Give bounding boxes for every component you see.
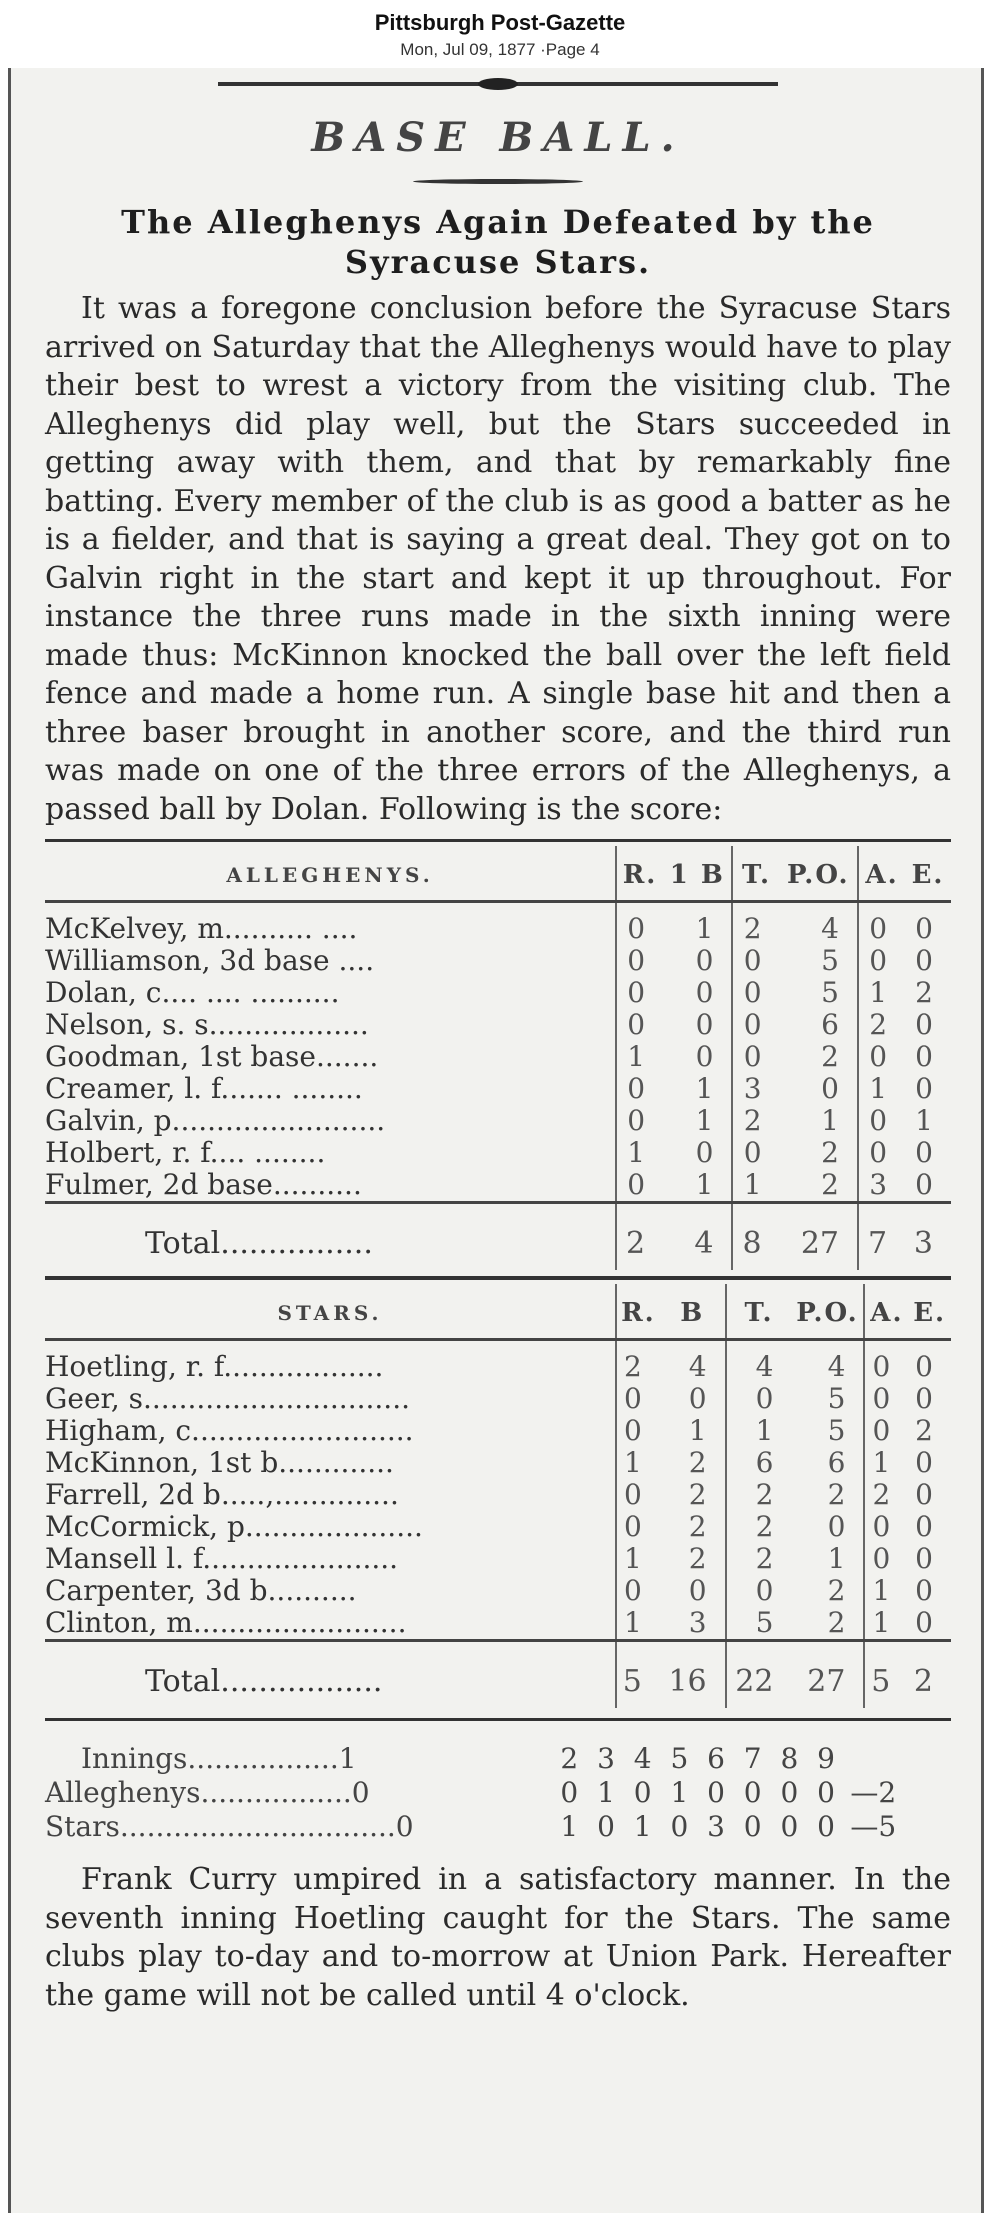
cell-errors: 0 [915, 1510, 933, 1543]
cell-total-bases: 0 [726, 1575, 792, 1607]
player-name: Dolan, c.... .... .......... [45, 977, 340, 1009]
col-header-base-hits: B [660, 1284, 726, 1340]
cell-put-outs: 4 [821, 912, 839, 945]
table-row [45, 1340, 951, 1384]
col-header-put-outs: P.O. [791, 1284, 864, 1340]
article-headline: BASE BALL. [311, 114, 685, 161]
cell-errors: 0 [915, 1478, 933, 1511]
table-header-row [45, 846, 951, 902]
player-name: Holbert, r. f.... ........ [45, 1137, 326, 1169]
cell-total-bases: 1 [732, 1169, 779, 1203]
newspaper-clipping [8, 68, 984, 2213]
cell-put-outs: 5 [827, 1382, 846, 1415]
cell-put-outs: 4 [827, 1350, 846, 1383]
cell-runs: 0 [616, 1169, 663, 1203]
cell-runs: 1 [616, 1447, 660, 1479]
stars-box-score [45, 1284, 951, 1708]
cell-base-hits: 2 [688, 1446, 707, 1479]
cell-total-bases: 2 [726, 1479, 792, 1511]
player-name: Higham, c......................... [45, 1415, 414, 1447]
cell-errors: 2 [915, 976, 933, 1009]
cell-errors: 0 [915, 1574, 933, 1607]
cell-runs: 1 [616, 1041, 663, 1073]
cell-errors: 2 [915, 1414, 933, 1447]
inning-value: 0 [707, 1775, 725, 1809]
cell-errors: 0 [915, 1040, 933, 1073]
inning-value: 0 [780, 1775, 799, 1809]
col-header-assists: A. [858, 846, 905, 902]
cell-base-hits: 0 [688, 1382, 707, 1415]
inning-value: 0 [780, 1809, 799, 1843]
total-label: Total................. [45, 1641, 616, 1709]
cell-put-outs: 5 [821, 976, 839, 1009]
cell-errors: 0 [915, 1606, 933, 1639]
cell-errors: 0 [915, 1168, 933, 1201]
cell-assists: 3 [858, 1169, 905, 1203]
table-row [45, 1009, 951, 1041]
cell-total-bases: 2 [726, 1543, 792, 1575]
inning-value: 7 [743, 1741, 762, 1775]
player-name: Goodman, 1st base....... [45, 1041, 379, 1073]
col-header-base-hits: 1 B [663, 846, 732, 902]
cell-base-hits: 0 [688, 1574, 707, 1607]
cell-assists: 0 [858, 1105, 905, 1137]
cell-base-hits: 0 [695, 1040, 714, 1073]
cell-errors: 0 [915, 1136, 933, 1169]
col-header-errors: E. [908, 1284, 951, 1340]
cell-base-hits: 4 [688, 1350, 707, 1383]
player-name: Williamson, 3d base .... [45, 945, 375, 977]
player-name: McCormick, p.................... [45, 1511, 423, 1543]
col-header-total-bases: T. [732, 846, 779, 902]
cell-base-hits: 1 [688, 1414, 707, 1447]
cell-errors: 0 [915, 944, 933, 977]
cell-assists: 0 [864, 1511, 908, 1543]
publication-date: Mon, Jul 09, 1877 ·Page 4 [400, 40, 600, 59]
cell-assists: 2 [858, 1009, 905, 1041]
total-put-outs: 27 [791, 1641, 864, 1709]
inning-value: 1 [597, 1775, 615, 1809]
cell-base-hits: 0 [695, 976, 714, 1009]
cell-assists: 0 [858, 902, 905, 946]
cell-errors: 0 [915, 1542, 933, 1575]
inning-value: 3 [597, 1741, 615, 1775]
publication-name: Pittsburgh Post-Gazette [374, 10, 626, 35]
cell-total-bases: 3 [732, 1073, 779, 1105]
cell-errors: 0 [915, 1350, 933, 1383]
player-name: Hoetling, r. f.................. [45, 1350, 384, 1383]
alleghenys-box-score [45, 846, 951, 1270]
table-row [45, 945, 951, 977]
col-header-put-outs: P.O. [780, 846, 858, 902]
table-row [45, 1137, 951, 1169]
inning-value: 4 [633, 1741, 652, 1775]
cell-put-outs: 0 [821, 1072, 839, 1105]
table-row [45, 1607, 951, 1641]
subhead-line-2: Syracuse Stars. [344, 243, 652, 281]
inning-value: 0 [817, 1809, 835, 1843]
clipping-inner [11, 82, 981, 2015]
cell-base-hits: 1 [695, 1072, 714, 1105]
table-header-row [45, 1284, 951, 1340]
total-base-hits: 16 [660, 1641, 726, 1709]
cell-assists: 0 [864, 1383, 908, 1415]
cell-runs: 1 [616, 1543, 660, 1575]
cell-runs: 2 [616, 1340, 660, 1384]
total-runs: 2 [616, 1203, 663, 1271]
cell-base-hits: 1 [695, 1104, 714, 1137]
team-label: STARS. [45, 1284, 616, 1340]
player-name: Carpenter, 3d b.......... [45, 1575, 357, 1607]
cell-assists: 0 [864, 1340, 908, 1384]
cell-base-hits: 0 [695, 1008, 714, 1041]
col-header-total-bases: T. [726, 1284, 792, 1340]
innings-row-label: Innings.................1 [81, 1741, 357, 1775]
cell-assists: 1 [864, 1607, 908, 1641]
cell-put-outs: 6 [821, 1008, 839, 1041]
cell-put-outs: 2 [821, 1040, 839, 1073]
cell-total-bases: 0 [726, 1383, 792, 1415]
cell-assists: 0 [858, 1041, 905, 1073]
inning-value: 6 [707, 1741, 725, 1775]
total-total-bases: 22 [726, 1641, 792, 1709]
total-base-hits: 4 [663, 1203, 732, 1271]
table-row [45, 1543, 951, 1575]
cell-assists: 0 [864, 1543, 908, 1575]
table-row [45, 1073, 951, 1105]
player-name: McKinnon, 1st b............. [45, 1447, 394, 1479]
ornamental-rule [218, 82, 778, 86]
cell-errors: 0 [915, 1446, 933, 1479]
cell-base-hits: 1 [695, 912, 714, 945]
cell-base-hits: 2 [688, 1478, 707, 1511]
page-header [0, 0, 1000, 70]
inning-value: 0 [743, 1775, 762, 1809]
article-subhead [45, 202, 951, 282]
total-errors: 3 [905, 1203, 951, 1271]
table-row [45, 1575, 951, 1607]
col-header-runs: R. [616, 846, 663, 902]
inning-value: 0 [670, 1809, 689, 1843]
inning-value: 0 [560, 1775, 579, 1809]
cell-assists: 0 [858, 945, 905, 977]
cell-errors: 0 [915, 1072, 933, 1105]
innings-row [45, 1775, 951, 1809]
player-name: Farrell, 2d b.....,.............. [45, 1479, 399, 1511]
total-row [45, 1641, 951, 1709]
cell-base-hits: 0 [695, 1136, 714, 1169]
cell-runs: 1 [616, 1137, 663, 1169]
cell-put-outs: 2 [821, 1136, 839, 1169]
cell-runs: 0 [616, 1009, 663, 1041]
inning-value: 0 [597, 1809, 615, 1843]
cell-put-outs: 1 [827, 1542, 846, 1575]
total-assists: 5 [864, 1641, 908, 1709]
cell-runs: 0 [616, 1415, 660, 1447]
total-assists: 7 [858, 1203, 905, 1271]
cell-errors: 0 [915, 1382, 933, 1415]
cell-total-bases: 6 [726, 1447, 792, 1479]
cell-put-outs: 2 [827, 1478, 846, 1511]
cell-runs: 1 [616, 1607, 660, 1641]
player-name: Clinton, m........................ [45, 1607, 407, 1639]
table-row [45, 1169, 951, 1203]
player-name: Creamer, l. f....... ........ [45, 1073, 363, 1105]
subhead-line-1: The Alleghenys Again Defeated by the [121, 203, 875, 241]
cell-runs: 0 [616, 1479, 660, 1511]
inning-value: 0 [817, 1775, 835, 1809]
innings-row [45, 1741, 951, 1775]
cell-runs: 0 [616, 902, 663, 946]
table-row [45, 1383, 951, 1415]
total-total-bases: 8 [732, 1203, 779, 1271]
total-row [45, 1203, 951, 1271]
cell-runs: 0 [616, 1105, 663, 1137]
inning-value: 1 [560, 1809, 579, 1843]
cell-base-hits: 2 [688, 1510, 707, 1543]
innings-final [844, 1741, 951, 1775]
col-header-errors: E. [905, 846, 951, 902]
innings-score-table [45, 1741, 951, 1843]
cell-runs: 0 [616, 1511, 660, 1543]
cell-put-outs: 6 [827, 1446, 846, 1479]
table-row [45, 1041, 951, 1073]
cell-errors: 0 [915, 1008, 933, 1041]
cell-total-bases: 0 [732, 1041, 779, 1073]
cell-put-outs: 5 [827, 1414, 846, 1447]
headline-rule [413, 179, 583, 184]
article-body: It was a foregone conclusion before the Syracuse Stars arrived on Saturday that the Alleghenys would have to play their best to wrest a victory from the visiting club. The Alleghenys did play well, but the Stars succeeded in getting away with them, and that by remarkably fine batting. Every member of the club is as good a batter as he is a fielder, and that is saying a great deal. They got on to Galvin right in the start and kept it up throughout. For instance the three runs made in the sixth inning were made thus: McKinnon knocked the ball over the left field fence and made a home run. A single base hit and then a three baser brought in another score, and the third run was made on one of the three errors of the Alleghenys, a passed ball by Dolan. Following is the score: [45, 291, 951, 827]
innings-final: —2 [850, 1775, 897, 1809]
cell-assists: 1 [858, 977, 905, 1009]
player-name: Nelson, s. s.................. [45, 1009, 369, 1041]
cell-assists: 1 [864, 1447, 908, 1479]
player-name: Mansell l. f...................... [45, 1543, 399, 1575]
innings-rule [45, 1718, 951, 1721]
inning-value: 1 [633, 1809, 652, 1843]
article-closing: Frank Curry umpired in a satisfactory manner. In the seventh inning Hoetling caught for the Stars. The same clubs play to-day and to-morrow at Union Park. Hereafter the game will not be called until 4 o'clock. [45, 1862, 951, 2013]
box-score-divider [45, 1276, 951, 1280]
inning-value: 8 [780, 1741, 799, 1775]
inning-value: 0 [633, 1775, 652, 1809]
cell-total-bases: 0 [732, 1009, 779, 1041]
table-row [45, 977, 951, 1009]
cell-put-outs: 2 [827, 1606, 846, 1639]
cell-total-bases: 2 [726, 1511, 792, 1543]
table-row [45, 1415, 951, 1447]
table-row [45, 1447, 951, 1479]
cell-put-outs: 5 [821, 944, 839, 977]
cell-base-hits: 2 [688, 1542, 707, 1575]
cell-total-bases: 5 [726, 1607, 792, 1641]
innings-row-label: Stars...............................0 [45, 1809, 414, 1843]
table-row [45, 1511, 951, 1543]
cell-total-bases: 2 [732, 1105, 779, 1137]
inning-value: 2 [560, 1741, 579, 1775]
cell-errors: 1 [915, 1104, 933, 1137]
cell-total-bases: 4 [726, 1340, 792, 1384]
inning-value: 3 [707, 1809, 725, 1843]
inning-value: 0 [743, 1809, 762, 1843]
cell-total-bases: 1 [726, 1415, 792, 1447]
innings-final: —5 [850, 1809, 897, 1843]
cell-base-hits: 3 [688, 1606, 707, 1639]
cell-runs: 0 [616, 1575, 660, 1607]
inning-value: 5 [670, 1741, 689, 1775]
innings-row [45, 1809, 951, 1843]
table-row [45, 902, 951, 946]
total-label: Total................ [45, 1203, 616, 1271]
cell-total-bases: 2 [732, 902, 779, 946]
cell-total-bases: 0 [732, 945, 779, 977]
cell-put-outs: 2 [827, 1574, 846, 1607]
col-header-assists: A. [864, 1284, 908, 1340]
player-name: Geer, s.............................. [45, 1383, 410, 1415]
cell-put-outs: 0 [827, 1510, 846, 1543]
inning-value: 9 [817, 1741, 835, 1775]
cell-assists: 1 [858, 1073, 905, 1105]
table-row [45, 1105, 951, 1137]
cell-base-hits: 1 [695, 1168, 714, 1201]
cell-runs: 0 [616, 1383, 660, 1415]
cell-assists: 2 [864, 1479, 908, 1511]
player-name: Galvin, p........................ [45, 1105, 386, 1137]
total-runs: 5 [616, 1641, 660, 1709]
cell-assists: 1 [864, 1575, 908, 1607]
cell-assists: 0 [858, 1137, 905, 1169]
total-put-outs: 27 [780, 1203, 858, 1271]
cell-errors: 0 [915, 912, 933, 945]
team-label: ALLEGHENYS. [45, 846, 616, 902]
innings-row-label: Alleghenys.................0 [45, 1775, 370, 1809]
table-row [45, 1479, 951, 1511]
cell-runs: 0 [616, 977, 663, 1009]
cell-put-outs: 2 [821, 1168, 839, 1201]
player-name: McKelvey, m.......... .... [45, 912, 358, 945]
total-errors: 2 [908, 1641, 951, 1709]
col-header-runs: R. [616, 1284, 660, 1340]
cell-total-bases: 0 [732, 1137, 779, 1169]
cell-base-hits: 0 [695, 944, 714, 977]
player-name: Fulmer, 2d base.......... [45, 1169, 362, 1201]
inning-value: 1 [670, 1775, 689, 1809]
cell-total-bases: 0 [732, 977, 779, 1009]
cell-runs: 0 [616, 1073, 663, 1105]
cell-assists: 0 [864, 1415, 908, 1447]
cell-put-outs: 1 [821, 1104, 839, 1137]
box-score-rule [45, 839, 951, 842]
cell-runs: 0 [616, 945, 663, 977]
